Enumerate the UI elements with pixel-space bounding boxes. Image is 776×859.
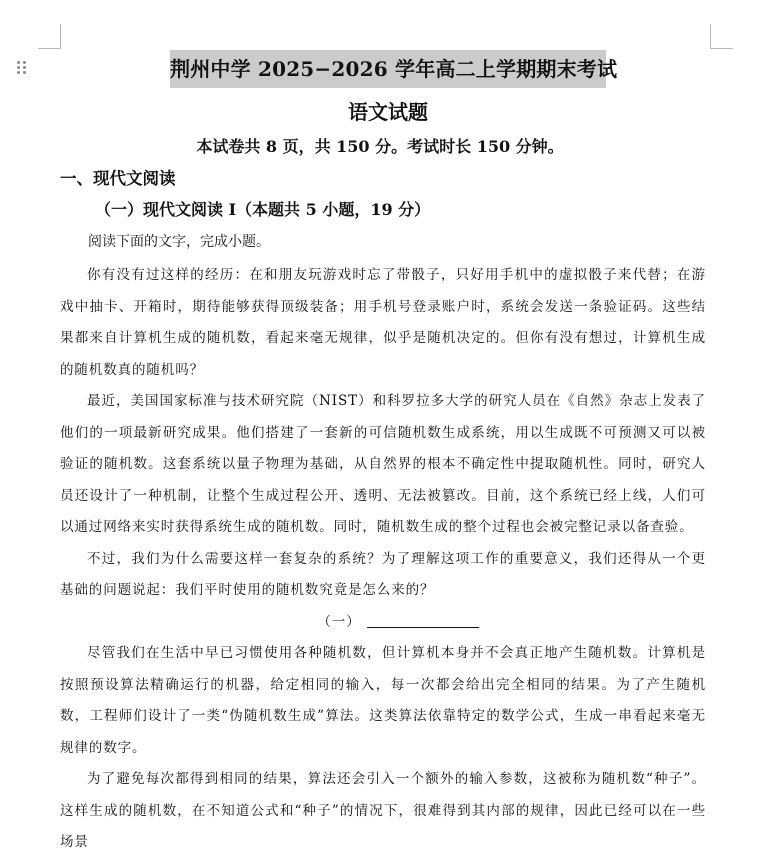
drag-handle-icon[interactable] (17, 61, 27, 75)
part-heading (60, 607, 706, 639)
passage-body (60, 260, 706, 859)
passage-paragraph-5: 为了避免每次都得到相同的结果，算法还会引入一个额外的输入参数，这被称为随机数“种子”。这样生成的随机数，在不知道公式和“种子”的情况下，很难得到其内部的规律，因此已经可以在一些场景 (60, 771, 706, 850)
passage-paragraph-1: 你有没有过这样的经历：在和朋友玩游戏时忘了带骰子，只好用手机中的虚拟骰子来代替；在游戏中抽卡、开箱时，期待能够获得顶级装备；用手机号登录账户时，系统会发送一条验证码。这些结果都来自计算机生成的随机数，看起来毫无规律，似乎是随机决定的。但你有没有想过，计算机生成的随机数真的随机吗？ (60, 267, 706, 378)
passage-paragraph-3: 不过，我们为什么需要这样一套复杂的系统？为了理解这项工作的重要意义，我们还得从一个更基础的问题说起：我们平时使用的随机数究竟是怎么来的？ (60, 550, 706, 598)
exam-subject: 语文试题 (348, 100, 428, 124)
part-title-blank (367, 611, 479, 628)
instruction-text: 阅读下面的文字，完成小题。 (88, 234, 270, 250)
crop-mark-top-left (38, 24, 61, 49)
passage-paragraph-4: 尽管我们在生活中早已习惯使用各种随机数，但计算机本身并不会真正地产生随机数。计算机是按照预设算法精确运行的机器，给定相同的输入，每一次都会给出完全相同的结果。为了产生随机数，工程师们设计了一类“伪随机数生成”算法。这类算法依靠特定的数学公式，生成一串看起来毫无规律的数字。 (60, 645, 706, 756)
exam-info: 本试卷共 8 页，共 150 分。考试时长 150 分钟。 (196, 137, 564, 156)
part-label: （一） (317, 613, 361, 630)
exam-title[interactable]: 荆州中学 2025−2026 学年高二上学期期末考试 (170, 50, 606, 88)
passage-paragraph-2: 最近，美国国家标准与技术研究院（NIST）和科罗拉多大学的研究人员在《自然》杂志上发表了他们的一项最新研究成果。他们搭建了一套新的可信随机数生成系统，用以生成既不可预测又可以被验证的随机数。这套系统以量子物理为基础，从自然界的根本不确定性中提取随机性。同时，研究人员还设计了一种机制，让整个生成过程公开、透明、无法被篡改。目前，这个系统已经上线，人们可以通过网络来实时获得系统生成的随机数。同时，随机数生成的整个过程也会被完整记录以备查验。 (60, 393, 706, 535)
section-heading: 一、现代文阅读 (60, 169, 176, 188)
crop-mark-top-right (710, 24, 733, 49)
subsection-heading: （一）现代文阅读 I（本题共 5 小题，19 分） (95, 200, 431, 219)
